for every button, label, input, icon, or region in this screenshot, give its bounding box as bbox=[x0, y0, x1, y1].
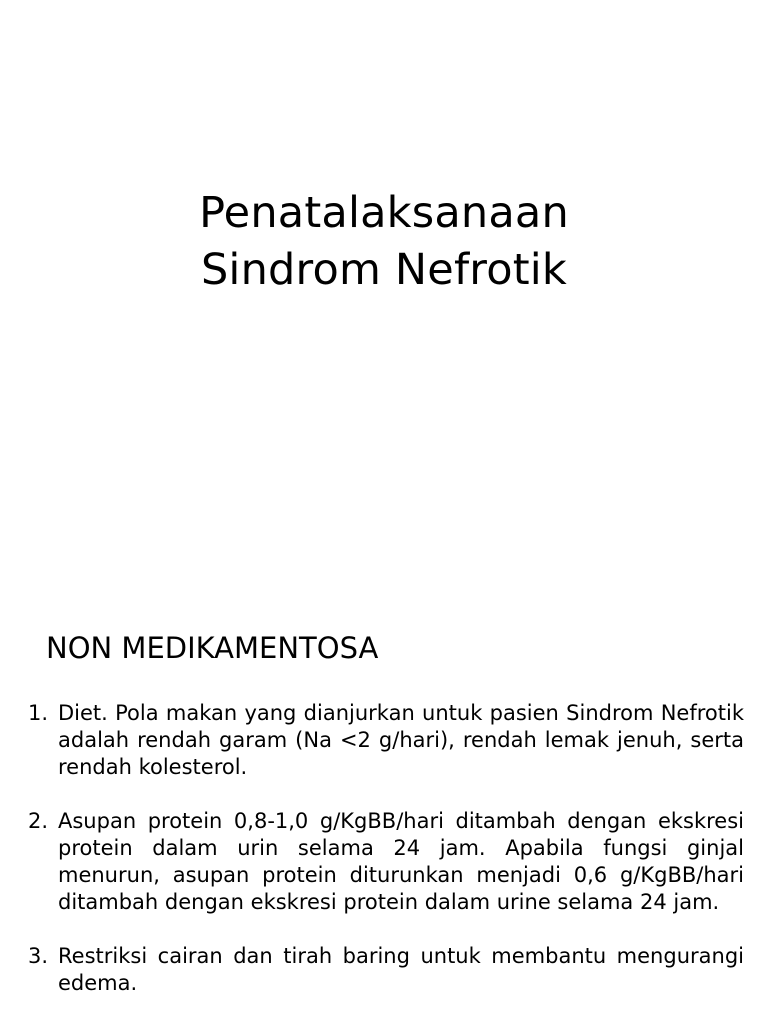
list-item-text: Asupan protein 0,8-1,0 g/KgBB/hari ditambah dengan ekskresi protein dalam urin selama 24 jam. Apabila fungsi ginjal menurun, asupan protein diturunkan menjadi 0,6 g/KgBB/hari ditambah dengan ekskresi protein dalam urine selama 24 jam. bbox=[58, 809, 744, 914]
list-item-number: 3. bbox=[28, 944, 49, 968]
list-item-number: 2. bbox=[28, 809, 49, 833]
section-heading: NON MEDIKAMENTOSA bbox=[46, 631, 379, 665]
list-item bbox=[22, 700, 744, 781]
list-item-number: 1. bbox=[28, 701, 49, 725]
page-title-line-1: Penatalaksanaan bbox=[199, 188, 569, 238]
page-title bbox=[0, 185, 768, 299]
list-item bbox=[22, 943, 744, 997]
page-title-line-2: Sindrom Nefrotik bbox=[200, 245, 568, 295]
list-item-text: Diet. Pola makan yang dianjurkan untuk pasien Sindrom Nefrotik adalah rendah garam (Na <2 g/hari), rendah lemak jenuh, serta rendah kolesterol. bbox=[58, 701, 744, 779]
numbered-list bbox=[22, 700, 744, 1024]
list-item-text: Restriksi cairan dan tirah baring untuk membantu mengurangi edema. bbox=[58, 944, 744, 995]
list-item bbox=[22, 808, 744, 916]
